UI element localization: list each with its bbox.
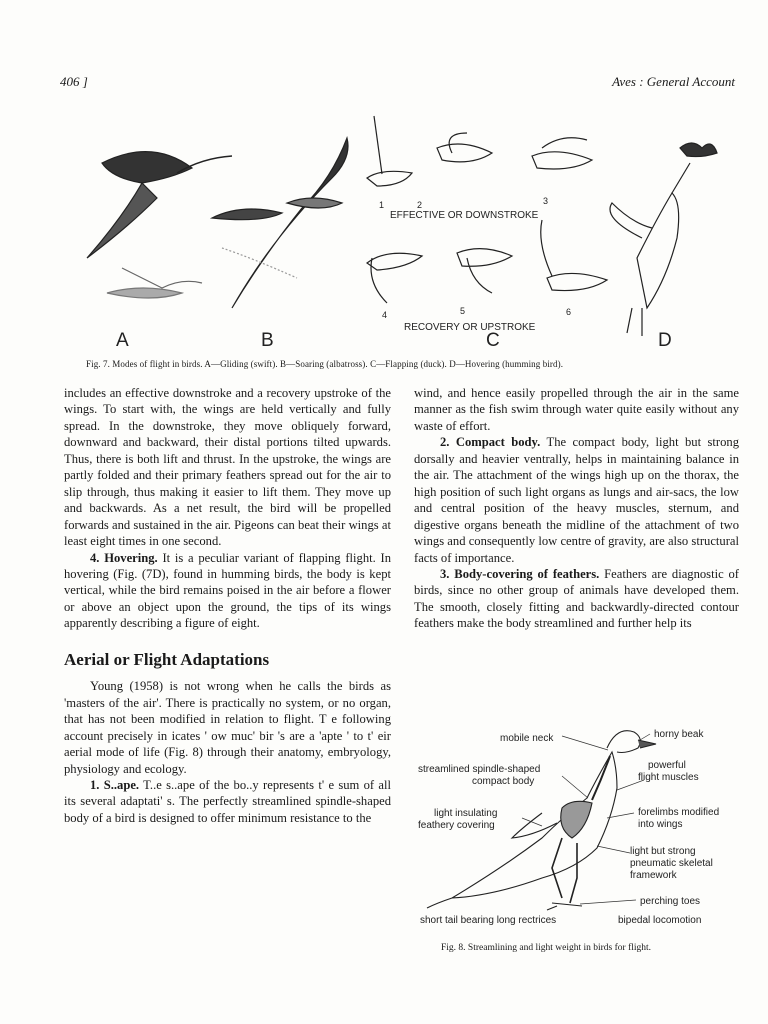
figure-label-b: B	[261, 330, 274, 351]
label-forelimbs-1: forelimbs modified	[638, 807, 720, 818]
stroke-number-5: 5	[460, 306, 466, 316]
paragraph-text: The compact body, light but strong dorsally and heavier ventrally, helps in maintaining balance in the air. The attachment of the wings high up on the thorax, the high position of such light organs as lungs and air-sacs, the low and central position of the heavy muscles, sternum, and digestive organs beneath the midline of the attachment of two wings and consequently low centre of gravity, are also structural facts of importance.	[414, 435, 740, 565]
paragraph-text: Feathers are diagnostic of birds, since no other group of animals have developed them. The smooth, closely fitting and backwardly-directed contour feathers make the body streamlined and further help its	[414, 566, 739, 631]
label-short-tail: short tail bearing long rectrices	[420, 915, 557, 926]
skull-outline	[607, 731, 640, 753]
paragraph: Young (1958) is not wrong when he calls the birds as 'masters of the air'. There is practically no system, or no organ, that has not been modified in relation to flight. T e following account precisely in icates ' ow muc' bir 's are a 'apte ' to t' eir aerial mode of life (Fig. 8) through their anatomy, embryology, physiology and ecology.	[64, 679, 391, 776]
figure-8	[412, 718, 744, 930]
beak-outline	[638, 740, 656, 748]
running-title: Aves : General Account	[612, 74, 735, 89]
wing-bones	[512, 813, 557, 838]
paragraph-heading: 1. S..ape.	[90, 777, 140, 792]
figure-label-a: A	[116, 330, 129, 351]
tail-feathers	[427, 898, 452, 908]
figure-8-caption: Fig. 8. Streamlining and light weight in birds for flight.	[441, 943, 652, 953]
right-column	[414, 385, 739, 632]
label-powerful-2: flight muscles	[638, 772, 699, 783]
label-powerful-1: powerful	[648, 760, 686, 771]
label-light-bones-2: pneumatic skeletal	[630, 858, 713, 869]
stroke-number-3: 3	[543, 196, 549, 206]
figure-7-caption: Fig. 7. Modes of flight in birds. A—Gliding (swift). B—Soaring (albatross). C—Flapping (duck). D—Hovering (humming bird).	[86, 359, 564, 369]
label-light-bones-3: framework	[630, 870, 677, 881]
bird-skeleton-diagram	[412, 718, 744, 930]
paragraph	[64, 550, 391, 632]
hummingbird-hovering-drawing	[610, 143, 717, 336]
stroke-number-4: 4	[382, 310, 388, 320]
paragraph: wind, and hence easily propelled through the air in the same manner as the fish swim through water quite easily without any waste of effort.	[414, 386, 739, 433]
label-forelimbs-2: into wings	[638, 819, 683, 830]
label-horny-beak: horny beak	[654, 729, 704, 740]
paragraph-heading: 4. Hovering.	[90, 550, 158, 565]
effective-downstroke-label: EFFECTIVE OR DOWNSTROKE	[390, 210, 539, 221]
stroke-number-2: 2	[417, 200, 423, 210]
left-column	[64, 385, 391, 826]
neck-vertebrae	[592, 756, 610, 800]
label-streamlined-1: streamlined spindle-shaped	[418, 764, 541, 775]
figure-7	[82, 108, 722, 358]
albatross-soaring-drawing	[212, 138, 348, 308]
label-light-insulating-2: feathery covering	[418, 820, 495, 831]
recovery-upstroke-label: RECOVERY OR UPSTROKE	[404, 322, 536, 333]
paragraph	[414, 566, 739, 632]
flight-modes-illustration	[82, 108, 722, 358]
section-heading: Aerial or Flight Adaptations	[64, 649, 270, 669]
label-bipedal: bipedal locomotion	[618, 915, 702, 926]
label-perching-toes: perching toes	[640, 896, 701, 907]
figure-label-c: C	[486, 330, 500, 351]
label-streamlined-2: compact body	[472, 776, 535, 787]
paragraph: includes an effective downstroke and a recovery upstroke of the wings. To start with, the wings are held vertically and fully spread. In the downstroke, they move obliquely forward, downward and backward, their distal portions tilted upwards. Thus, there is both lift and thrust. In the upstroke, the wings are partly folded and their primary feathers spread out for the air to slip through, thus making it easier to lift them. They move up and backwards. As a net result, the bird will be propelled forwards and sustained in the air. Pigeons can beat their wings at least eight times in one second.	[64, 386, 391, 549]
toes	[547, 903, 582, 910]
label-light-insulating-1: light insulating	[434, 808, 498, 819]
label-light-bones-1: light but strong	[630, 846, 696, 857]
stroke-number-6: 6	[566, 307, 572, 317]
paragraph	[414, 434, 739, 566]
figure-label-d: D	[658, 330, 672, 351]
page-number: 406 ]	[60, 74, 88, 89]
paragraph-heading: 3. Body-covering of feathers.	[440, 566, 600, 581]
ribcage	[561, 801, 592, 838]
leg-bones	[552, 838, 577, 903]
stroke-number-1: 1	[379, 200, 385, 210]
paragraph-text: It is a peculiar variant of flapping flight. In hovering (Fig. (7D), found in humming birds, the body is kept vertical, while the bird remains poised in the air before a flower or above an object upon the ground, the tips of its wings apparently describing a figure of eight.	[64, 550, 391, 631]
label-mobile-neck: mobile neck	[500, 733, 554, 744]
paragraph	[64, 777, 391, 826]
paragraph-text: T..e s..ape of the bo..y represents t' e sum of all its several adaptati' s. The perfectly streamlined spindle-shaped body of a bird is designed to offer minimum resistance to the	[64, 777, 391, 825]
paragraph-heading: 2. Compact body.	[440, 435, 541, 450]
swift-gliding-drawing	[87, 152, 232, 298]
